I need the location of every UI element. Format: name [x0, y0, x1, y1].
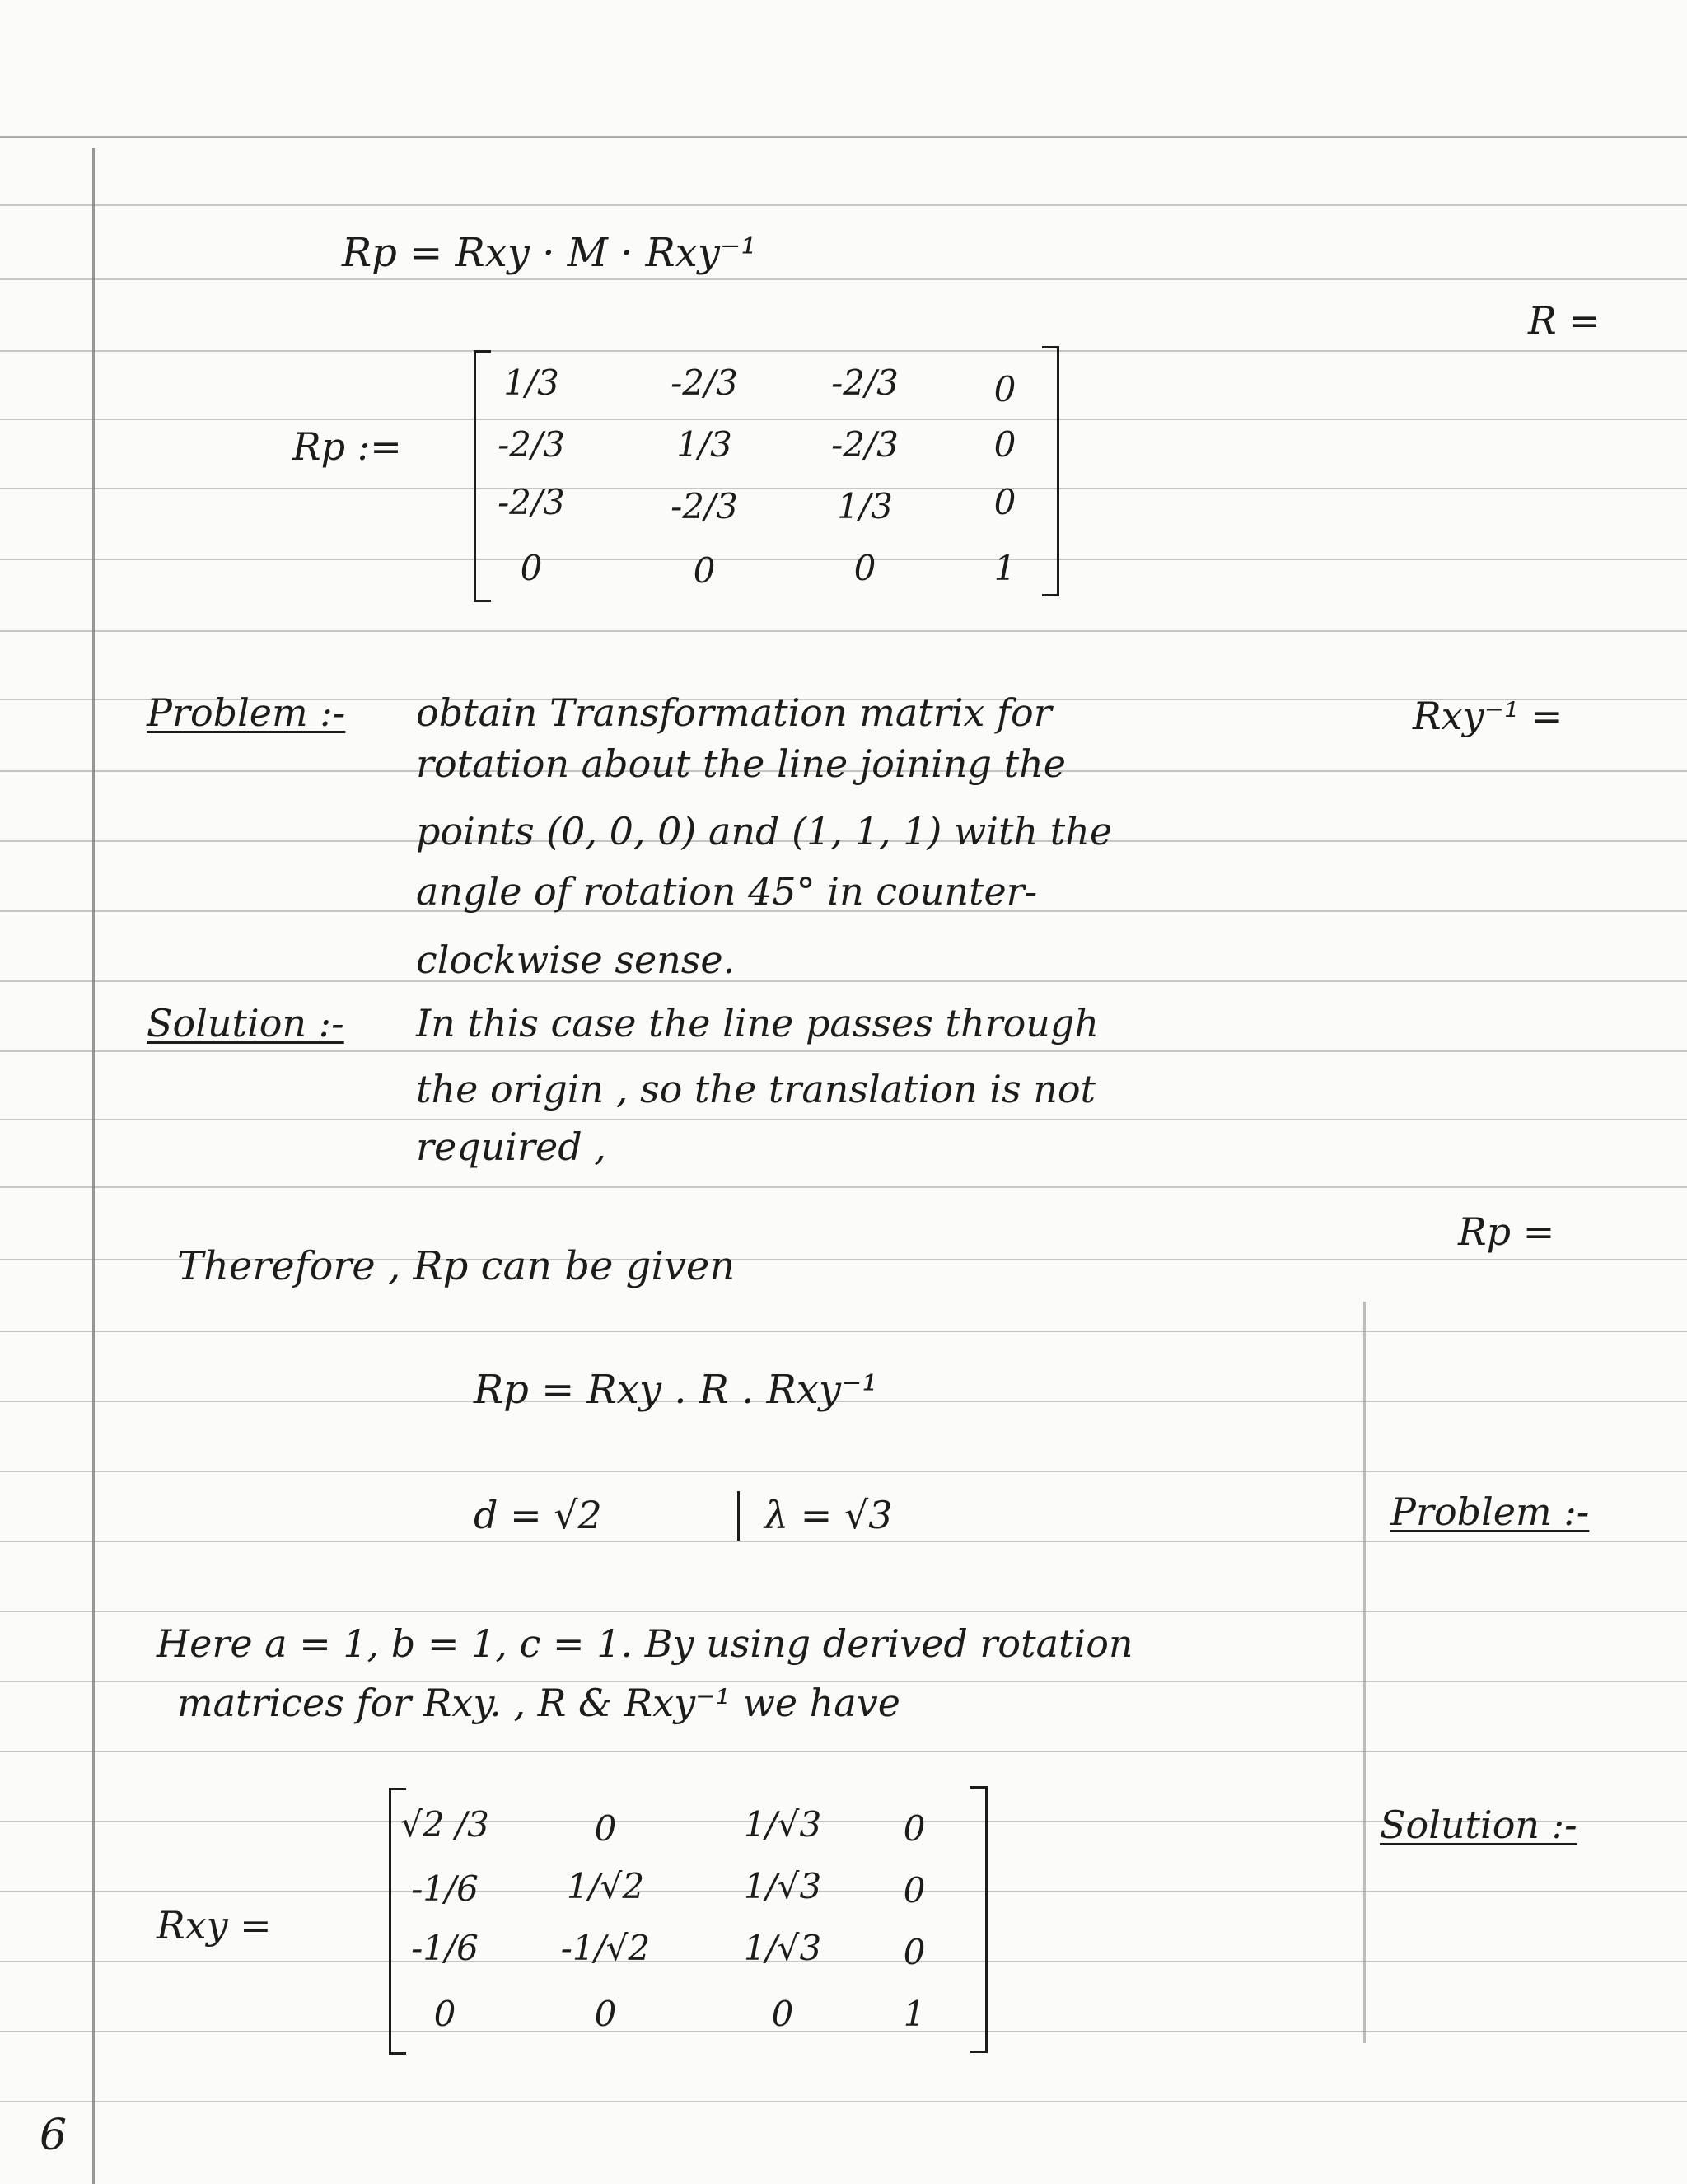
- right-margin-text: R =: [1528, 298, 1601, 343]
- rule: [0, 1541, 1687, 1542]
- problem-line: angle of rotation 45° in counter-: [416, 869, 1038, 914]
- right-margin-text: Solution :-: [1380, 1803, 1577, 1847]
- matrix-rxy-cell: 1/√3: [743, 1804, 822, 1845]
- rule: [0, 630, 1687, 632]
- rule: [0, 1751, 1687, 1752]
- rule: [0, 278, 1687, 280]
- right-margin-text: Rxy⁻¹ =: [1413, 694, 1563, 738]
- equation-rp-definition: Rp = Rxy · M · Rxy⁻¹: [342, 230, 757, 276]
- solution-line: required ,: [416, 1125, 606, 1169]
- right-margin-line: [1363, 1302, 1366, 2043]
- matrix-rp-cell: 0: [993, 369, 1016, 409]
- matrix-rp-cell: 0: [853, 548, 876, 588]
- rule: [0, 1186, 1687, 1188]
- matrix-rxy-cell: 0: [903, 1870, 926, 1910]
- page-number: 6: [40, 2111, 68, 2160]
- matrix-rp-cell: -2/3: [498, 424, 565, 465]
- here-line: Here a = 1, b = 1, c = 1. By using derived rotation: [157, 1621, 1133, 1666]
- problem-line: rotation about the line joining the: [416, 741, 1066, 786]
- matrix-rp-cell: -2/3: [671, 486, 738, 526]
- margin-line: [92, 148, 95, 2184]
- here-line: matrices for Rxy. , R & Rxy⁻¹ we have: [177, 1681, 900, 1725]
- separator-bar: [737, 1491, 740, 1541]
- matrix-rp-cell: -2/3: [831, 424, 899, 465]
- rule: [0, 1611, 1687, 1612]
- matrix-rxy-cell: -1/6: [411, 1928, 479, 1968]
- matrix-rxy-cell: 1/√3: [743, 1928, 822, 1968]
- rule: [0, 1050, 1687, 1052]
- rule: [0, 1471, 1687, 1472]
- matrix-rxy-cell: -1/√2: [560, 1928, 651, 1968]
- matrix-rp-cell: -2/3: [498, 482, 565, 522]
- matrix-rp-cell: 0: [693, 550, 716, 591]
- rule: [0, 204, 1687, 206]
- solution-line: the origin , so the translation is not: [416, 1067, 1096, 1111]
- matrix-rp-cell: -2/3: [831, 362, 899, 403]
- therefore-line: Therefore , Rp can be given: [177, 1243, 736, 1289]
- matrix-rxy-cell: √2 /3: [400, 1804, 489, 1845]
- matrix-rxy-cell: -1/6: [411, 1868, 479, 1909]
- solution-line: In this case the line passes through: [416, 1001, 1099, 1045]
- equation-lambda: λ = √3: [764, 1493, 893, 1537]
- rule: [0, 350, 1687, 352]
- matrix-rp-cell: -2/3: [671, 362, 738, 403]
- problem-heading: Problem :-: [147, 690, 346, 735]
- matrix-rp-cell: 1/3: [676, 424, 732, 465]
- matrix-rxy-cell: 1/√2: [566, 1866, 645, 1906]
- matrix-rxy-cell: 0: [594, 1994, 617, 2034]
- matrix-rp-label: Rp :=: [292, 424, 402, 469]
- matrix-rxy-label: Rxy =: [157, 1903, 272, 1948]
- matrix-rp-cell: 1: [993, 548, 1016, 588]
- matrix-rxy-cell: 0: [594, 1808, 617, 1849]
- solution-heading: Solution :-: [147, 1001, 344, 1045]
- problem-line: points (0, 0, 0) and (1, 1, 1) with the: [416, 809, 1113, 853]
- rule: [0, 980, 1687, 982]
- matrix-rxy-cell: 0: [903, 1932, 926, 1972]
- matrix-rxy-cell: 1: [903, 1994, 926, 2034]
- matrix-rxy-cell: 0: [903, 1808, 926, 1849]
- matrix-rp-cell: 0: [993, 424, 1016, 465]
- rule: [0, 1119, 1687, 1120]
- matrix-rxy-cell: 1/√3: [743, 1866, 822, 1906]
- rule: [0, 2101, 1687, 2102]
- problem-line: clockwise sense.: [416, 938, 736, 982]
- problem-line: obtain Transformation matrix for: [416, 690, 1052, 735]
- top-rule: [0, 136, 1687, 138]
- equation-rp-composition: Rp = Rxy . R . Rxy⁻¹: [474, 1367, 878, 1413]
- equation-d: d = √2: [474, 1493, 602, 1537]
- rule: [0, 419, 1687, 420]
- right-margin-text: Problem :-: [1390, 1490, 1590, 1534]
- rule: [0, 1331, 1687, 1332]
- matrix-rxy-cell: 0: [433, 1994, 456, 2034]
- matrix-rp-cell: 1/3: [503, 362, 559, 403]
- matrix-rp-cell: 0: [520, 548, 543, 588]
- matrix-rxy-cell: 0: [771, 1994, 794, 2034]
- right-margin-text: Rp =: [1458, 1209, 1555, 1254]
- matrix-rp-cell: 1/3: [837, 486, 893, 526]
- matrix-rp-cell: 0: [993, 482, 1016, 522]
